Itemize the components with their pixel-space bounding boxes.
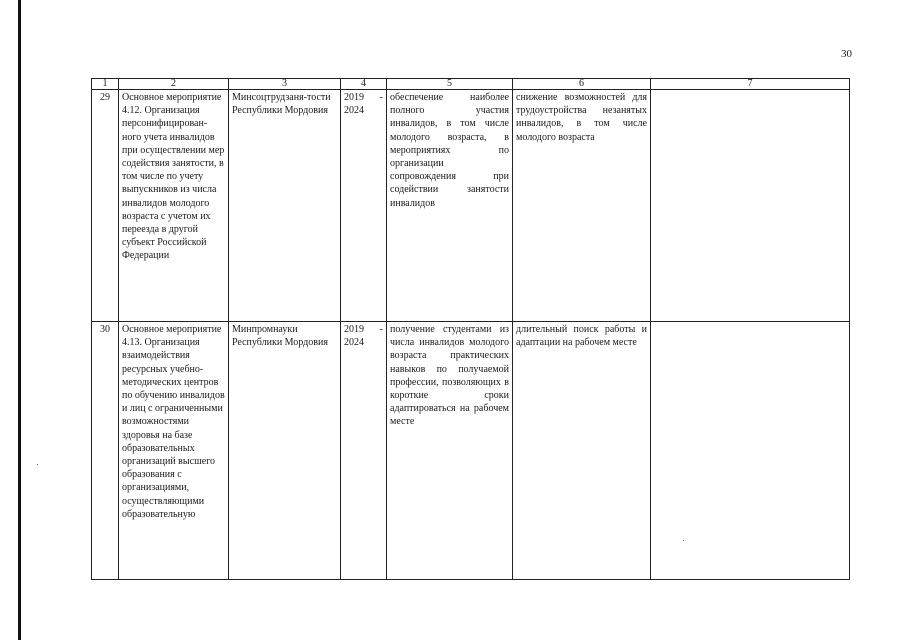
result-cell: обеспечение наиболее полного участия инвалидов, в том числе молодого возраста, в мероприятиях по организации сопровождения при содействии занятости инвалидов xyxy=(387,90,513,322)
table-row xyxy=(92,322,850,580)
column-header: 7 xyxy=(651,79,850,90)
page-number: 30 xyxy=(841,48,852,60)
period-cell: 2019 - 2024 xyxy=(341,322,387,580)
column-7-cell xyxy=(651,322,850,580)
measures-table xyxy=(91,78,850,580)
column-header: 6 xyxy=(513,79,651,90)
period-cell: 2019 - 2024 xyxy=(341,90,387,322)
event-cell: Основное мероприятие 4.13. Организация взаимодействия ресурсных учебно-методических центров по обучению инвалидов и лиц с ограниченными возможностями здоровья на базе образовательных организаций высшего образования с организациями, осуществляющими образовательную xyxy=(119,322,229,580)
table-row xyxy=(92,90,850,322)
column-header: 4 xyxy=(341,79,387,90)
column-7-cell xyxy=(651,90,850,322)
consequences-cell: снижение возможностей для трудоустройства незанятых инвалидов, в том числе молодого возраста xyxy=(513,90,651,322)
column-header: 1 xyxy=(92,79,119,90)
column-header: 2 xyxy=(119,79,229,90)
column-header: 5 xyxy=(387,79,513,90)
table-header-row xyxy=(92,79,850,90)
executor-cell: Минсоцтрудзаня-тости Республики Мордовия xyxy=(229,90,341,322)
row-number: 30 xyxy=(92,322,119,580)
consequences-cell: длительный поиск работы и адаптации на рабочем месте xyxy=(513,322,651,580)
binding-edge-bar xyxy=(18,0,21,640)
scan-speck xyxy=(37,464,38,465)
executor-cell: Минпромнауки Республики Мордовия xyxy=(229,322,341,580)
scan-speck xyxy=(683,540,684,541)
column-header: 3 xyxy=(229,79,341,90)
event-cell: Основное мероприятие 4.12. Организация персонифицирован-ного учета инвалидов при осуществлении мер содействия занятости, в том числе по учету выпускников из числа инвалидов молодого возраста с учетом их переезда в другой субъект Российской Федерации xyxy=(119,90,229,322)
row-number: 29 xyxy=(92,90,119,322)
result-cell: получение студентами из числа инвалидов молодого возраста практических навыков по получаемой профессии, позволяющих в короткие сроки адаптироваться на рабочем месте xyxy=(387,322,513,580)
